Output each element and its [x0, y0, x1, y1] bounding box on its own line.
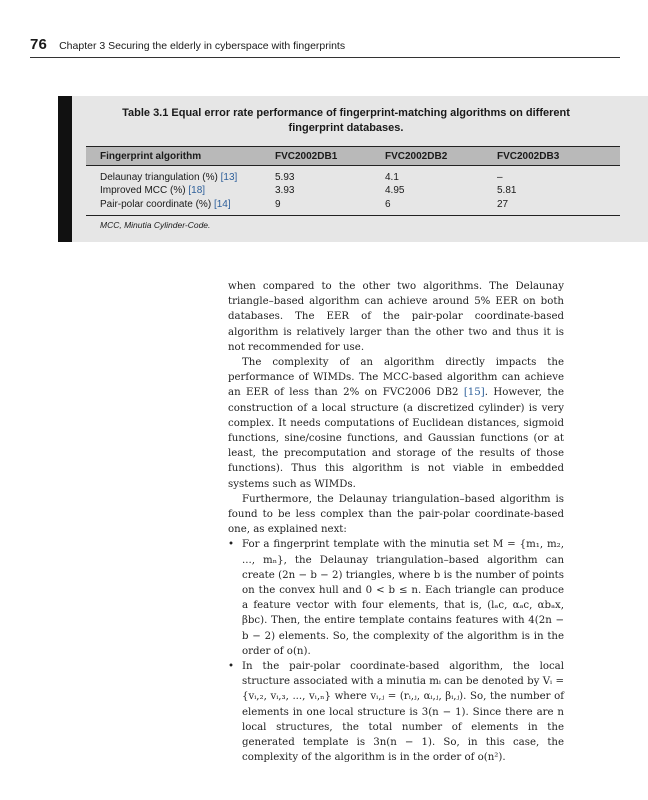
list-item: • In the pair-polar coordinate-based algorithm, the local structure associated with a minutia mᵢ can be denoted by Vᵢ = {vᵢ,₂, vᵢ,₃, ..., vᵢ,ₙ} where vᵢ,ⱼ = (rᵢ,ⱼ, αᵢ,ⱼ, βᵢ,ⱼ). So, the number of elements in one local structure is 3(n − 1). Since there are n local structures, the total number of elements in the generated template is 3n(n − 1). So, in this case, the complexity of the algorithm is in the order of o(n²).: [228, 659, 564, 765]
table-caption-line2: fingerprint databases.: [288, 122, 404, 134]
row-db1: 9: [275, 199, 281, 210]
row-name: Improved MCC (%) [18]: [100, 185, 206, 196]
citation-link[interactable]: [14]: [213, 199, 231, 210]
header-rule: [30, 57, 620, 58]
row-db2: 4.95: [385, 185, 405, 196]
table-caption-line1: Table 3.1 Equal error rate performance of fingerprint-matching algorithms on different: [122, 107, 570, 119]
row-db1: 3.93: [275, 185, 295, 196]
body-text: [228, 279, 564, 766]
table-side-bar: [58, 96, 72, 242]
row-name: Delaunay triangulation (%) [13]: [100, 172, 238, 183]
row-name: Pair-polar coordinate (%) [14]: [100, 199, 231, 210]
row-db2: 4.1: [385, 172, 399, 183]
table-footnote: MCC, Minutia Cylinder-Code.: [100, 220, 211, 230]
page-number: 76: [30, 36, 48, 53]
table-header-db1: FVC2002DB1: [275, 151, 338, 162]
paragraph: Furthermore, the Delaunay triangulation–based algorithm is found to be less complex than the pair-polar coordinate-based one, as explained next:: [228, 493, 564, 536]
citation-link[interactable]: [18]: [188, 185, 206, 196]
table-caption: [86, 106, 606, 136]
row-db2: 6: [385, 199, 391, 210]
table-header-db2: FVC2002DB2: [385, 151, 448, 162]
bullet-list: [228, 537, 564, 765]
paragraph: The complexity of an algorithm directly impacts the performance of WIMDs. The MCC-based algorithm can achieve an EER of less than 2% on FVC2006 DB2 [15]. However, the construction of a local structure (a discretized cylinder) is very complex. It needs computations of Euclidean distances, sigmoid functions, sine/cosine functions, and Gaussian functions (or at least, the precomputation and storage of the results of those functions). Thus this algorithm is not viable in embedded systems such as WIMDs.: [228, 357, 565, 490]
row-db3: 27: [497, 199, 509, 210]
row-db1: 5.93: [275, 172, 295, 183]
paragraph: when compared to the other two algorithms. The Delaunay triangle–based algorithm can achieve around 5% EER on both databases. The EER of the pair-polar coordinate-based algorithm is relatively larger than the other two and thus it is not recommended for use.: [228, 281, 564, 353]
table-header-algorithm: Fingerprint algorithm: [100, 151, 202, 162]
table-rule-mid: [86, 165, 620, 166]
table-header-db3: FVC2002DB3: [497, 151, 560, 162]
row-db3: 5.81: [497, 185, 517, 196]
list-item: • For a fingerprint template with the minutia set M = {m₁, m₂, ..., mₙ}, the Delaunay triangulation–based algorithm can create (2n − b − 2) triangles, where b is the number of points on the convex hull and 0 < b ≤ n. Each triangle can produce a feature vector with four elements, that is, (lₐc, αₐc, αbₐx, βbc). Then, the entire template contains features with 4(2n − b − 2) elements. So, the complexity of the algorithm is in the order of o(n).: [228, 537, 564, 659]
citation-link[interactable]: [15]: [463, 387, 485, 399]
running-header: [30, 36, 620, 54]
row-db3: –: [497, 172, 503, 183]
chapter-title: Chapter 3 Securing the elderly in cyberspace with fingerprints: [59, 40, 346, 52]
table-rule-bottom: [86, 215, 620, 216]
citation-link[interactable]: [13]: [220, 172, 238, 183]
